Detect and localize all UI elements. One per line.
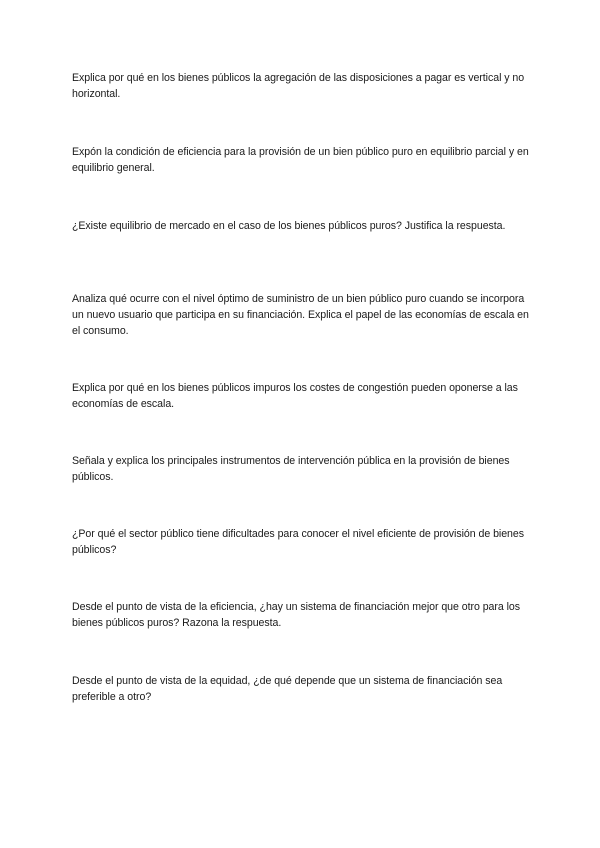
question-3: ¿Existe equilibrio de mercado en el caso de los bienes públicos puros? Justifica la respuesta. [72,220,506,232]
question-5: Explica por qué en los bienes públicos impuros los costes de congestión pueden oponerse a las economías de escala. [72,382,518,410]
question-4: Analiza qué ocurre con el nivel óptimo de suministro de un bien público puro cuando se incorpora un nuevo usuario que participa en su financiación. Explica el papel de las economías de escala en el consumo. [72,293,529,337]
question-1: Explica por qué en los bienes públicos la agregación de las disposiciones a pagar es vertical y no horizontal. [72,72,525,100]
question-6: Señala y explica los principales instrumentos de intervención pública en la provisión de bienes públicos. [72,455,510,483]
question-9: Desde el punto de vista de la equidad, ¿de qué depende que un sistema de financiación sea preferible a otro? [72,675,503,703]
question-2: Expón la condición de eficiencia para la provisión de un bien público puro en equilibrio parcial y en equilibrio general. [72,146,529,174]
question-7: ¿Por qué el sector público tiene dificultades para conocer el nivel eficiente de provisión de bienes públicos? [72,528,524,556]
question-8: Desde el punto de vista de la eficiencia, ¿hay un sistema de financiación mejor que otro para los bienes públicos puros? Razona la respuesta. [72,601,520,629]
